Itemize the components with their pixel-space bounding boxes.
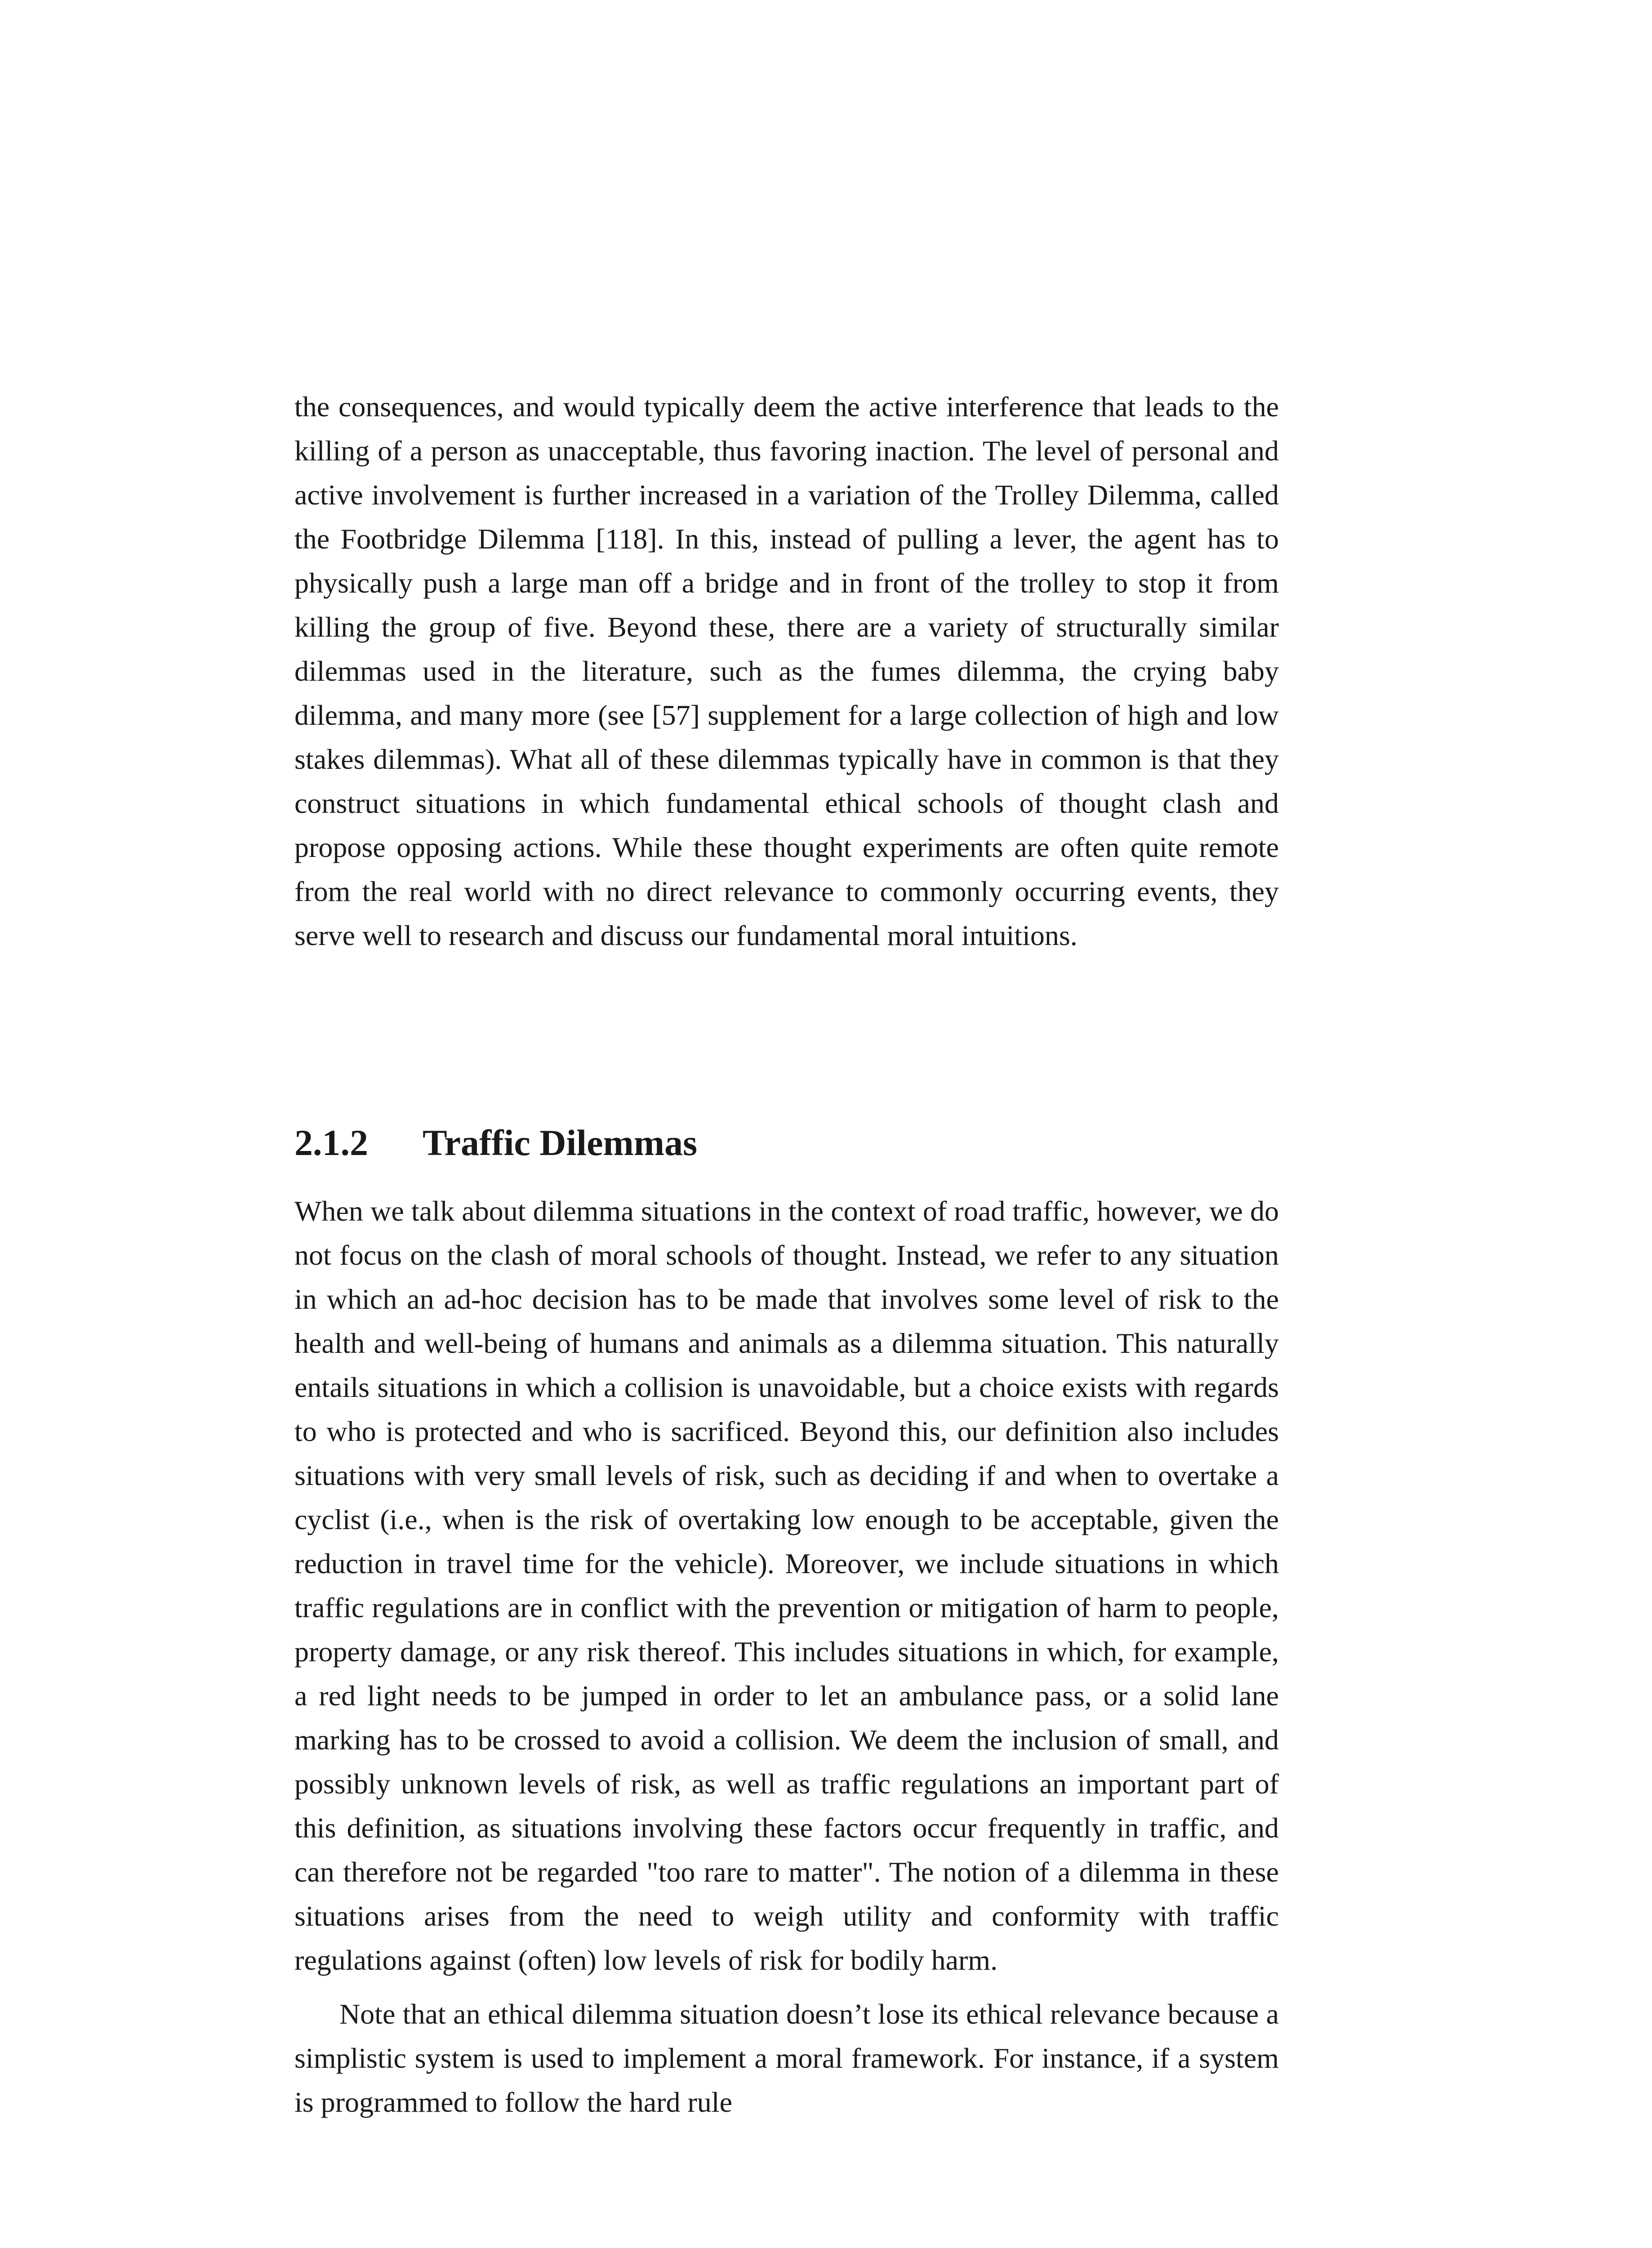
section-body: [294, 1189, 1279, 2124]
section-title: Traffic Dilemmas: [423, 1122, 697, 1163]
paragraph-trolley-dilemmas: [294, 385, 1279, 958]
body-paragraph: When we talk about dilemma situations in the context of road traffic, however, we do not focus on the clash of moral schools of thought. Instead, we refer to any situation in which an ad-hoc decision has to be made that involves some level of risk to the health and well-being of humans and animals as a dilemma situation. This naturally entails situations in which a collision is unavoidable, but a choice exists with regards to who is protected and who is sacrificed. Beyond this, our definition also includes situations with very small levels of risk, such as deciding if and when to overtake a cyclist (i.e., when is the risk of overtaking low enough to be acceptable, given the reduction in travel time for the vehicle). Moreover, we include situations in which traffic regulations are in conflict with the prevention or mitigation of harm to people, property damage, or any risk thereof. This includes situations in which, for example, a red light needs to be jumped in order to let an ambulance pass, or a solid lane marking has to be crossed to avoid a collision. We deem the inclusion of small, and possibly unknown levels of risk, as well as traffic regulations an important part of this definition, as situations involving these factors occur frequently in traffic, and can therefore not be regarded "too rare to matter". The notion of a dilemma in these situations arises from the need to weigh utility and conformity with traffic regulations against (often) low levels of risk for bodily harm.: [294, 1195, 1279, 1976]
body-paragraph: the consequences, and would typically deem the active interference that leads to the killing of a person as unacceptable, thus favoring inaction. The level of personal and active involvement is further increased in a variation of the Trolley Dilemma, called the Footbridge Dilemma [118]. In this, instead of pulling a lever, the agent has to physically push a large man off a bridge and in front of the trolley to stop it from killing the group of five. Beyond these, there are a variety of structurally similar dilemmas used in the literature, such as the fumes dilemma, the crying baby dilemma, and many more (see [57] supplement for a large collection of high and low stakes dilemmas). What all of these dilemmas typically have in common is that they construct situations in which fundamental ethical schools of thought clash and propose opposing actions. While these thought experiments are often quite remote from the real world with no direct relevance to commonly occurring events, they serve well to research and discuss our fundamental moral intuitions.: [294, 391, 1279, 951]
section-heading: [294, 1118, 697, 1168]
body-paragraph: Note that an ethical dilemma situation doesn’t lose its ethical relevance because a simplistic system is used to implement a moral framework. For instance, if a system is programmed to follow the hard rule: [294, 1998, 1279, 2118]
section-number: 2.1.2: [294, 1122, 368, 1163]
